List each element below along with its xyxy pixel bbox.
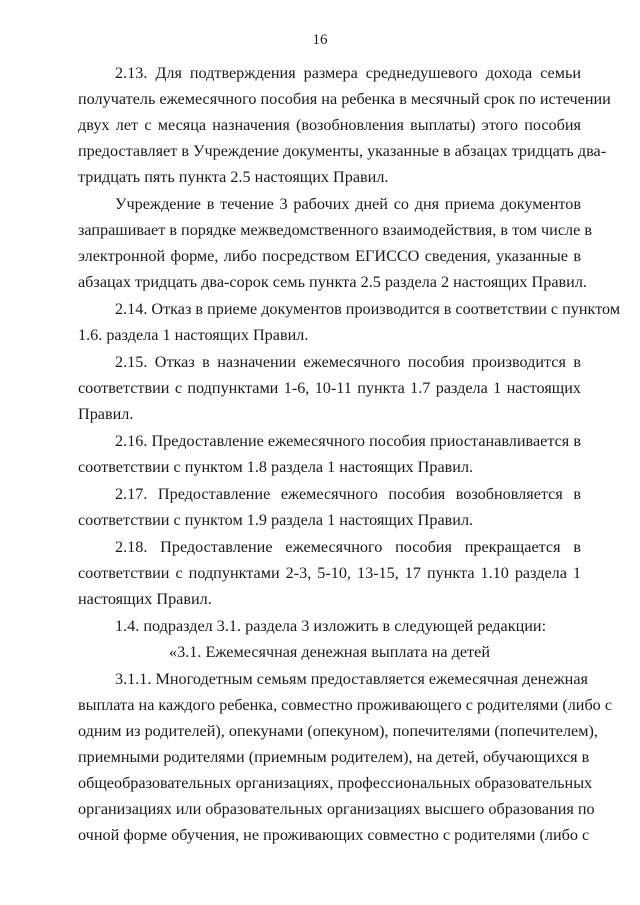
paragraph-line: 3.1.1. Многодетным семьям предоставляется ежемесячная денежная — [115, 670, 588, 688]
paragraph-line: очной форме обучения, не проживающих совместно с родителями (либо с — [78, 826, 590, 844]
paragraph-line: электронной форме, либо посредством ЕГИССО сведения, указанные в — [78, 247, 581, 265]
paragraph-line: 2.18. Предоставление ежемесячного пособия прекращается в — [115, 538, 581, 556]
paragraph-line: выплата на каждого ребенка, совместно проживающего с родителями (либо с — [78, 696, 613, 714]
paragraph-line: одним из родителей), опекунами (опекуном), попечителями (попечителем), — [78, 722, 598, 740]
paragraph-line: приемными родителями (приемным родителем), на детей, обучающихся в — [78, 748, 590, 766]
paragraph-line: двух лет с месяца назначения (возобновления выплаты) этого пособия — [78, 116, 581, 134]
paragraph-line: тридцать пять пункта 2.5 настоящих Правил. — [78, 168, 389, 186]
paragraph-line: общеобразовательных организациях, профессиональных образовательных — [78, 774, 593, 792]
paragraph-line: соответствии с подпунктами 2-3, 5-10, 13-15, 17 пункта 1.10 раздела 1 — [78, 564, 581, 582]
paragraph-line: 2.15. Отказ в назначении ежемесячного пособия производится в — [115, 353, 581, 371]
paragraph-line: 1.4. подраздел 3.1. раздела 3 изложить в следующей редакции: — [115, 617, 547, 635]
paragraph-line: 2.13. Для подтверждения размера среднедушевого дохода семьи — [115, 64, 581, 82]
paragraph-line: 2.14. Отказ в приеме документов производится в соответствии с пунктом — [115, 300, 621, 318]
paragraph-line: получатель ежемесячного пособия на ребенка в месячный срок по истечении — [78, 90, 611, 108]
paragraph-line: предоставляет в Учреждение документы, указанные в абзацах тридцать два- — [78, 142, 607, 160]
paragraph-line: Правил. — [78, 405, 134, 423]
section-heading: «3.1. Ежемесячная денежная выплата на детей — [169, 643, 490, 661]
paragraph-line: 2.16. Предоставление ежемесячного пособия приостанавливается в — [115, 432, 581, 450]
paragraph-line: запрашивает в порядке межведомственного взаимодействия, в том числе в — [78, 221, 592, 239]
paragraph-line: организациях или образовательных организациях высшего образования по — [78, 800, 595, 818]
paragraph-line: соответствии с пунктом 1.9 раздела 1 настоящих Правил. — [78, 511, 474, 529]
paragraph-line: 1.6. раздела 1 настоящих Правил. — [78, 326, 309, 344]
paragraph-line: соответствии с подпунктами 1-6, 10-11 пункта 1.7 раздела 1 настоящих — [78, 379, 581, 397]
paragraph-line: 2.17. Предоставление ежемесячного пособия возобновляется в — [115, 485, 581, 503]
paragraph-line: соответствии с пунктом 1.8 раздела 1 настоящих Правил. — [78, 458, 474, 476]
paragraph-line: Учреждение в течение 3 рабочих дней со дня приема документов — [115, 195, 581, 213]
page-number: 16 — [312, 32, 328, 48]
paragraph-line: настоящих Правил. — [78, 590, 212, 608]
paragraph-line: абзацах тридцать два-сорок семь пункта 2.5 раздела 2 настоящих Правил. — [78, 273, 587, 291]
